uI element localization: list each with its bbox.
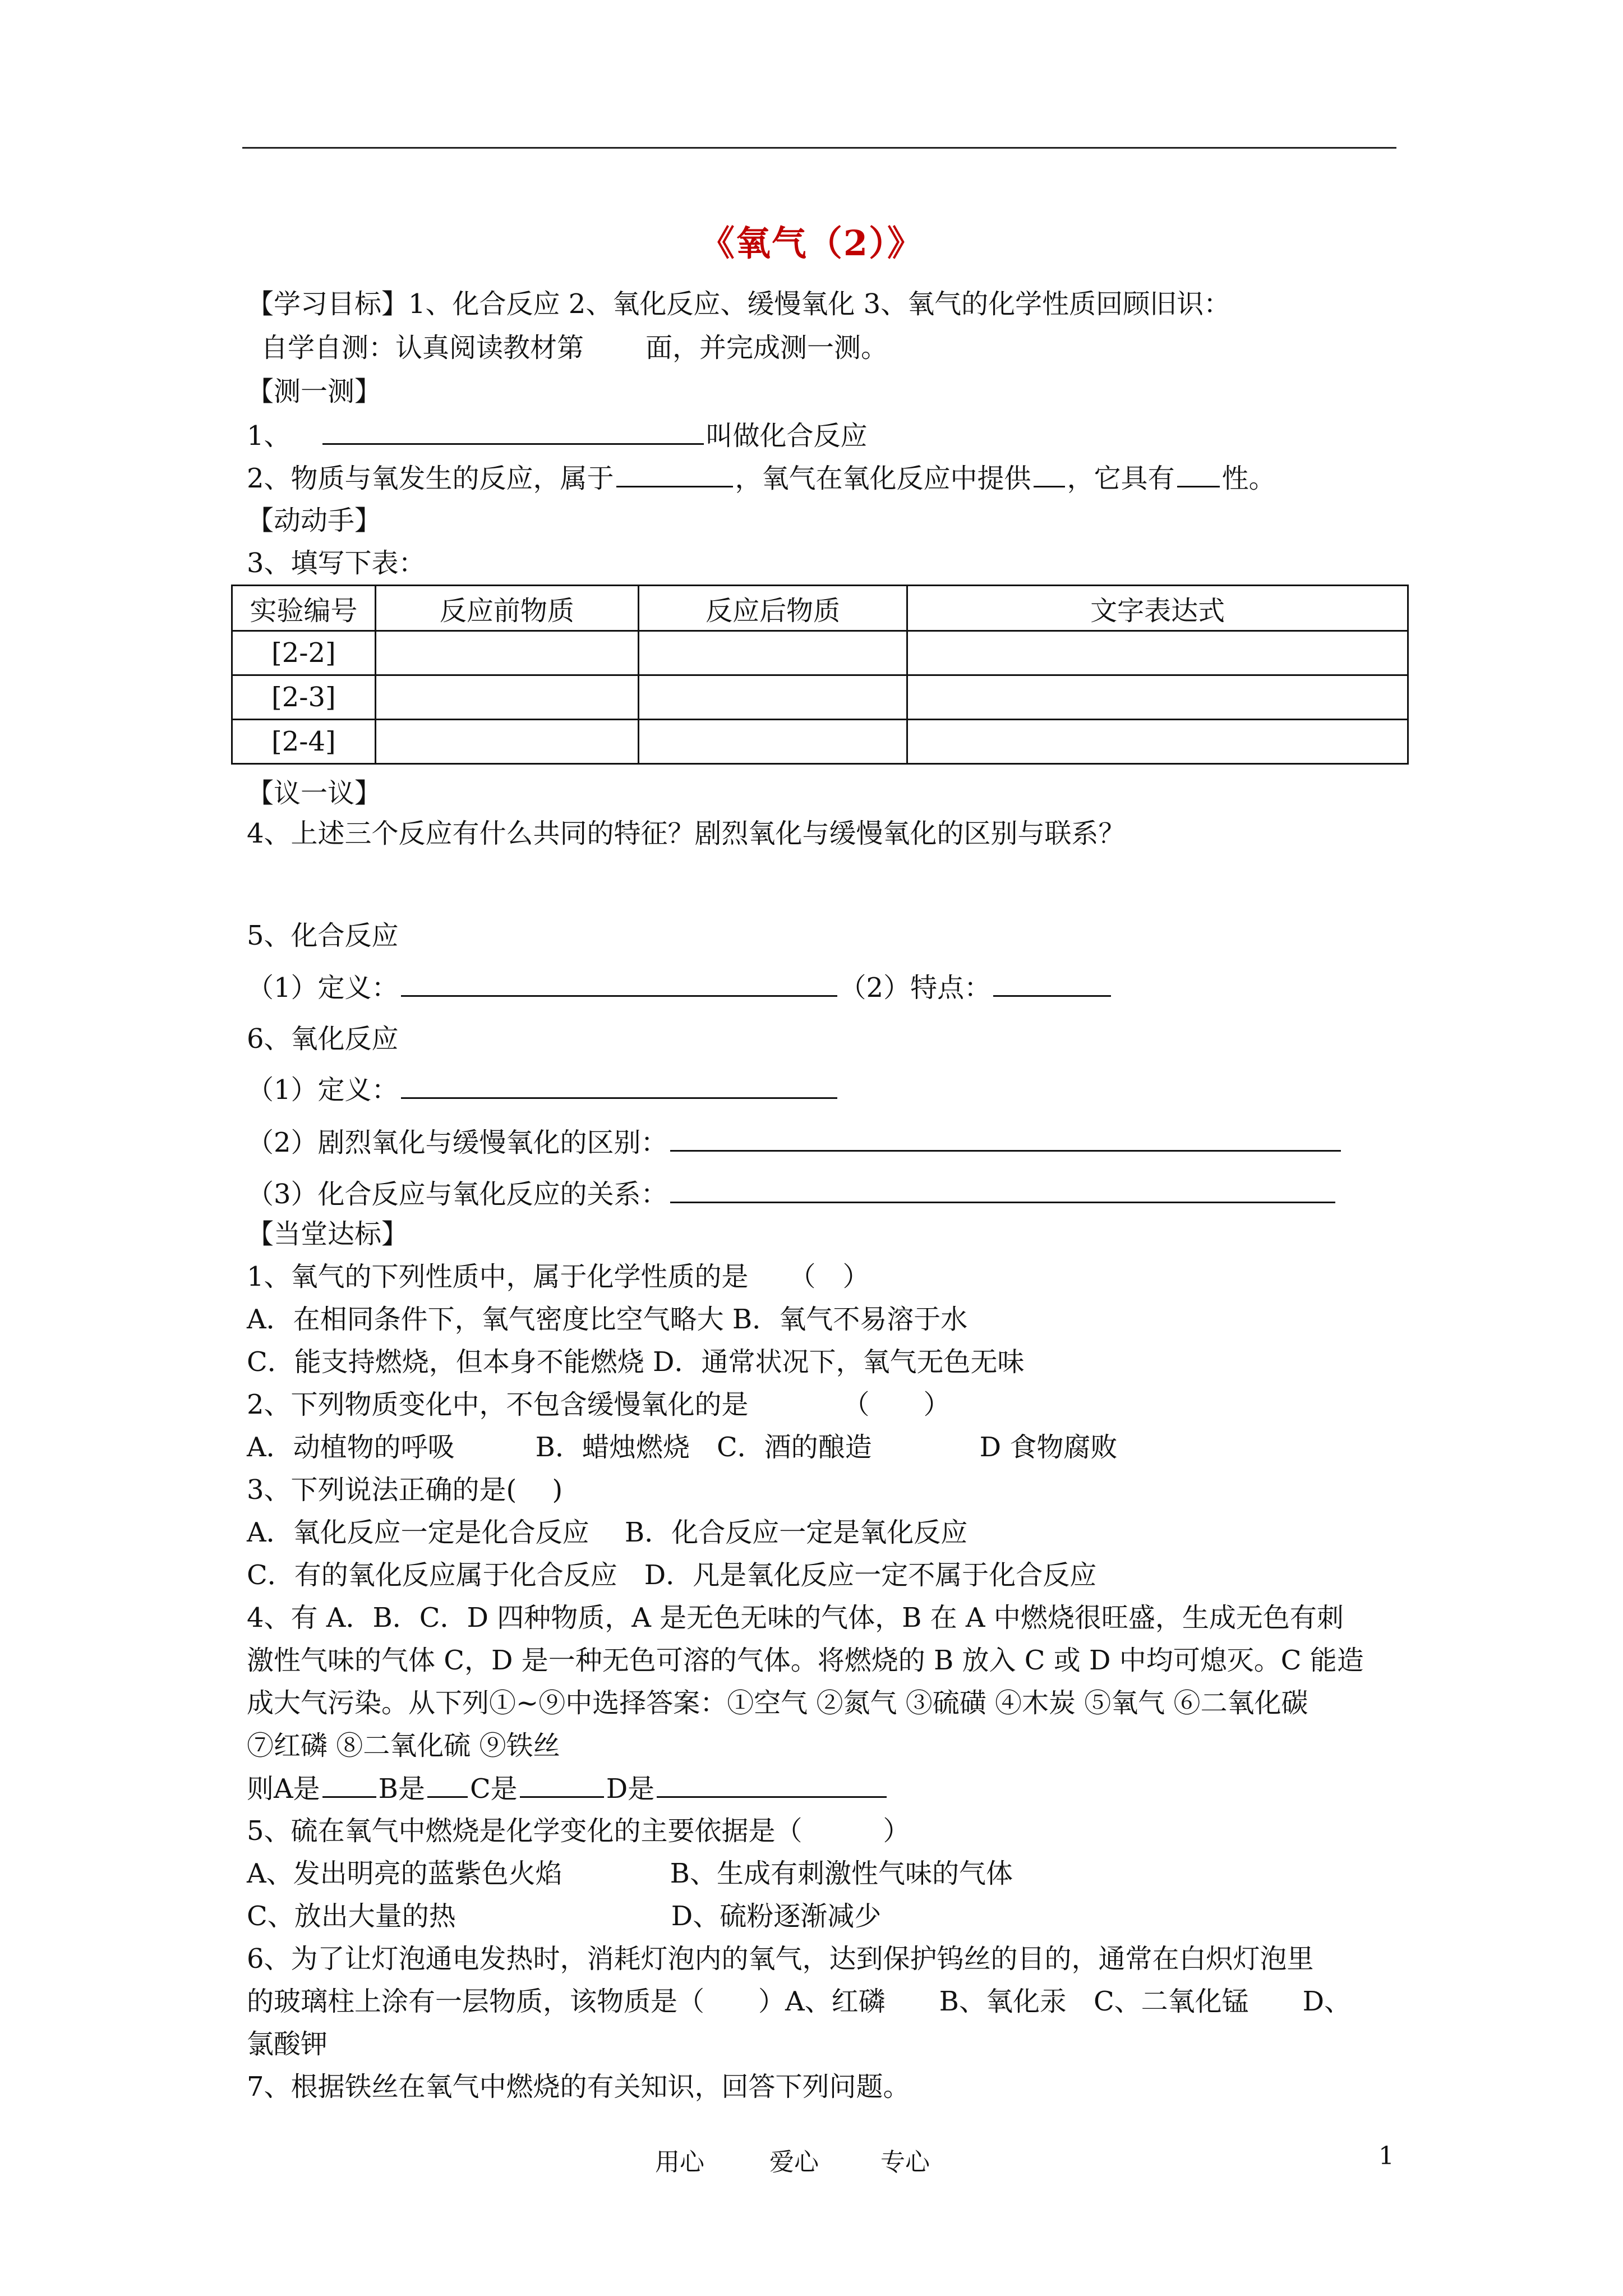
q4-answer-a-label: 则A是 (247, 1773, 320, 1805)
class-question-6-line-2: 的玻璃柱上涂有一层物质，该物质是（ ）A、红磷 B、氧化汞 C、二氧化锰 D、 (247, 1986, 1352, 2017)
q6-relation-blank[interactable] (670, 1177, 1335, 1203)
question-5-parts (247, 970, 1113, 1005)
class-q3-options-cd: C．有的氧化反应属于化合反应 D．凡是氧化反应一定不属于化合反应 (247, 1559, 1097, 1591)
q2-blank-3[interactable] (1177, 461, 1220, 487)
class-q5-options-cd: C、放出大量的热 D、硫粉逐渐减少 (247, 1901, 882, 1932)
q2-text-a: 2、物质与氧发生的反应，属于 (247, 463, 614, 494)
q6-relation-label: （3）化合反应与氧化反应的关系： (247, 1179, 668, 1210)
self-test-text-a: 自学自测：认真阅读教材第 (261, 332, 584, 364)
class-question-3: 3、下列说法正确的是( ) (247, 1474, 563, 1506)
q4-answer-b-blank[interactable] (427, 1772, 468, 1798)
q2-text-c: ，它具有 (1067, 463, 1175, 494)
table-cell-empty[interactable] (639, 631, 907, 675)
q6-definition-blank[interactable] (401, 1073, 837, 1099)
self-test-line (261, 331, 888, 365)
self-test-text-b: 面，并完成测一测。 (645, 332, 888, 364)
table-header-row (232, 586, 1408, 631)
q4-answer-b-label: B是 (378, 1773, 425, 1805)
page-title: 《氧气（2）》 (699, 223, 924, 264)
class-question-4-line-4: ⑦红磷 ⑧二氧化硫 ⑨铁丝 (247, 1730, 560, 1761)
q5-feature-blank[interactable] (993, 970, 1111, 997)
table-header-cell: 实验编号 (232, 586, 376, 631)
q2-blank-2[interactable] (1034, 461, 1065, 487)
class-q1-options-ab: A．在相同条件下，氧气密度比空气略大 B．氧气不易溶于水 (247, 1304, 968, 1335)
question-2 (247, 461, 1276, 495)
class-question-7: 7、根据铁丝在氧气中燃烧的有关知识，回答下列问题。 (247, 2071, 910, 2102)
q2-text-b: ，氧气在氧化反应中提供 (735, 463, 1031, 494)
section-class-heading: 【当堂达标】 (247, 1218, 409, 1250)
question-6: 6、氧化反应 (247, 1023, 399, 1055)
class-question-4-line-3: 成大气污染。从下列①~⑨中选择答案：①空气 ②氮气 ③硫磺 ④木炭 ⑤氧气 ⑥二氧化碳 (247, 1687, 1308, 1719)
question-1 (247, 418, 868, 453)
class-question-2: 2、下列物质变化中，不包含缓慢氧化的是 （ ） (247, 1389, 951, 1420)
table-row-label: [2-3] (232, 675, 376, 720)
table-header-cell: 反应后物质 (639, 586, 907, 631)
class-question-6-line-1: 6、为了让灯泡通电发热时，消耗灯泡内的氧气，达到保护钨丝的目的，通常在白炽灯泡里 (247, 1943, 1314, 1975)
table-row (232, 675, 1408, 720)
question-6-definition (247, 1073, 840, 1107)
q5-feature-label: （2）特点： (839, 972, 992, 1004)
q4-answer-d-label: D是 (606, 1773, 655, 1805)
class-q4-answer-line (247, 1772, 889, 1806)
table-header-cell: 反应前物质 (375, 586, 638, 631)
table-row-label: [2-4] (232, 720, 376, 764)
question-5: 5、化合反应 (247, 920, 399, 951)
q4-answer-d-blank[interactable] (657, 1772, 887, 1798)
section-hands-heading: 【动动手】 (247, 505, 382, 536)
table-cell-empty[interactable] (375, 631, 638, 675)
learning-objectives: 【学习目标】1、化合反应 2、氧化反应、缓慢氧化 3、氧气的化学性质回顾旧识： (247, 288, 1231, 320)
page-number: 1 (1378, 2142, 1394, 2170)
q5-definition-label: （1）定义： (247, 972, 399, 1004)
question-6-relation (247, 1177, 1338, 1211)
class-q3-options-ab: A．氧化反应一定是化合反应 B．化合反应一定是氧化反应 (247, 1517, 968, 1548)
class-question-4-line-1: 4、有 A．B．C．D 四种物质，A 是无色无味的气体，B 在 A 中燃烧很旺盛，生成无色有刺 (247, 1602, 1344, 1634)
q5-definition-blank[interactable] (401, 970, 837, 997)
header-rule (242, 147, 1396, 149)
class-question-1: 1、氧气的下列性质中，属于化学性质的是 （ ） (247, 1261, 870, 1292)
table-cell-empty[interactable] (639, 720, 907, 764)
q4-answer-c-label: C是 (469, 1773, 518, 1805)
footer-text-1: 用心 (655, 2148, 704, 2177)
q6-definition-label: （1）定义： (247, 1074, 399, 1106)
table-header-cell: 文字表达式 (907, 586, 1408, 631)
q4-answer-a-blank[interactable] (322, 1772, 376, 1798)
q1-blank[interactable] (322, 418, 704, 445)
question-4: 4、上述三个反应有什么共同的特征？剧烈氧化与缓慢氧化的区别与联系？ (247, 818, 1126, 849)
table-row (232, 631, 1408, 675)
section-test-heading: 【测一测】 (247, 376, 382, 407)
question-6-difference (247, 1125, 1343, 1159)
q1-tail: 叫做化合反应 (706, 420, 868, 452)
experiment-table (231, 585, 1409, 765)
table-cell-empty[interactable] (375, 720, 638, 764)
class-question-6-line-3: 氯酸钾 (247, 2028, 328, 2060)
class-question-4-line-2: 激性气味的气体 C，D 是一种无色可溶的气体。将燃烧的 B 放入 C 或 D 中均可熄灭。C 能造 (247, 1645, 1364, 1676)
footer-text-2: 爱心 (769, 2148, 819, 2177)
q4-answer-c-blank[interactable] (520, 1772, 604, 1798)
class-question-5: 5、硫在氧气中燃烧是化学变化的主要依据是（ ） (247, 1815, 910, 1847)
q2-text-d: 性。 (1221, 463, 1276, 494)
q1-number: 1、 (247, 420, 291, 452)
table-row-label: [2-2] (232, 631, 376, 675)
q6-difference-blank[interactable] (670, 1125, 1341, 1152)
class-q5-options-ab: A、发出明亮的蓝紫色火焰 B、生成有刺激性气味的气体 (247, 1858, 1013, 1889)
class-q2-options: A．动植物的呼吸 B．蜡烛燃烧 C．酒的酿造 D 食物腐败 (247, 1432, 1118, 1463)
table-cell-empty[interactable] (375, 675, 638, 720)
q6-difference-label: （2）剧烈氧化与缓慢氧化的区别： (247, 1127, 668, 1158)
q2-blank-1[interactable] (616, 461, 733, 487)
table-cell-empty[interactable] (907, 631, 1408, 675)
table-row (232, 720, 1408, 764)
table-cell-empty[interactable] (639, 675, 907, 720)
table-cell-empty[interactable] (907, 675, 1408, 720)
footer-text-3: 专心 (880, 2148, 930, 2177)
class-q1-options-cd: C．能支持燃烧，但本身不能燃烧 D．通常状况下，氧气无色无味 (247, 1346, 1025, 1378)
question-3: 3、填写下表： (247, 547, 426, 579)
table-cell-empty[interactable] (907, 720, 1408, 764)
section-discuss-heading: 【议一议】 (247, 777, 382, 809)
